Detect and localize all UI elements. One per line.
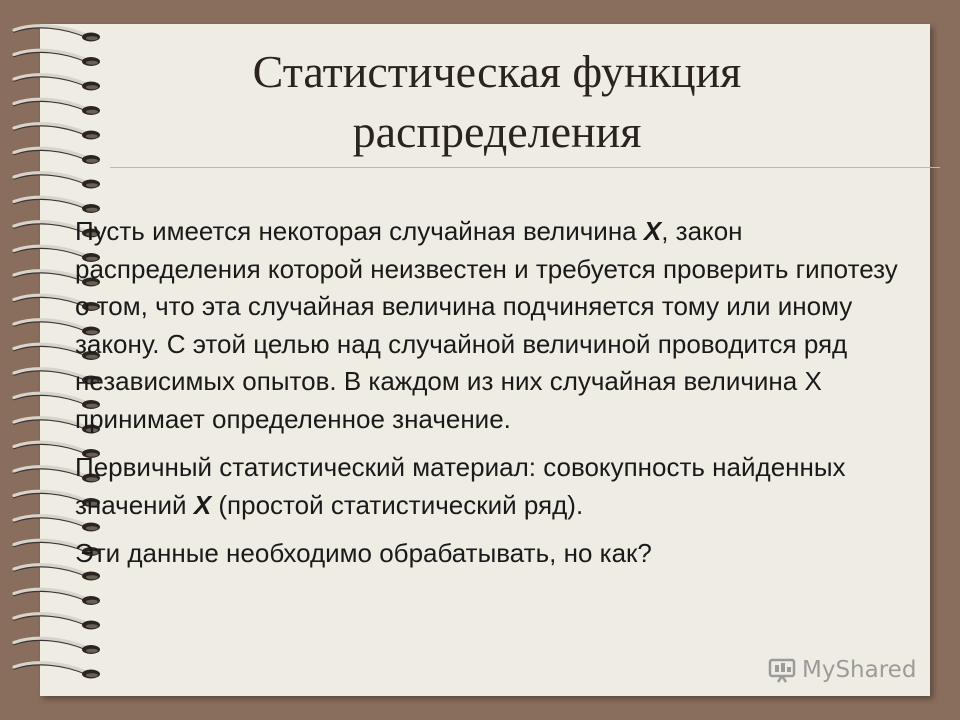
paragraph-3: Эти данные необходимо обрабатывать, но как? bbox=[75, 538, 652, 568]
paragraph-1-start: Пусть имеется некоторая случайная величина bbox=[75, 216, 644, 246]
binding-ring bbox=[14, 614, 100, 630]
binding-ring bbox=[14, 663, 100, 679]
watermark-text: MyShared bbox=[802, 657, 917, 683]
paragraph-2-end: (простой статистический ряд). bbox=[211, 489, 584, 520]
slide-body bbox=[75, 213, 905, 573]
slide-title-line-1: Статистическая функция bbox=[252, 46, 742, 97]
binding-ring bbox=[14, 589, 100, 605]
title-divider bbox=[110, 167, 940, 168]
variable-x: X bbox=[193, 489, 212, 520]
slide-title bbox=[64, 42, 930, 162]
myshared-watermark bbox=[768, 657, 916, 683]
binding-ring bbox=[14, 26, 100, 42]
paragraph-2 bbox=[75, 449, 905, 524]
binding-ring bbox=[14, 197, 100, 213]
slide-title-line-2: распределения bbox=[352, 106, 642, 157]
paragraph-1-end: , закон распределения которой неизвестен и требуется проверить гипотезу о том, что эта случайная величина подчиняется тому или иному закону. С этой целью над случайной величиной проводится ряд независимых опытов. В каждом из них случайная величина Х принимает определенное значение. bbox=[75, 216, 898, 434]
paragraph-2-start: Первичный статистический материал: совокупность найденных значений bbox=[75, 452, 846, 520]
binding-ring bbox=[14, 173, 100, 189]
presentation-board-icon bbox=[768, 657, 798, 683]
binding-ring bbox=[14, 638, 100, 654]
paragraph-1 bbox=[75, 213, 905, 438]
variable-x: X bbox=[643, 216, 662, 246]
